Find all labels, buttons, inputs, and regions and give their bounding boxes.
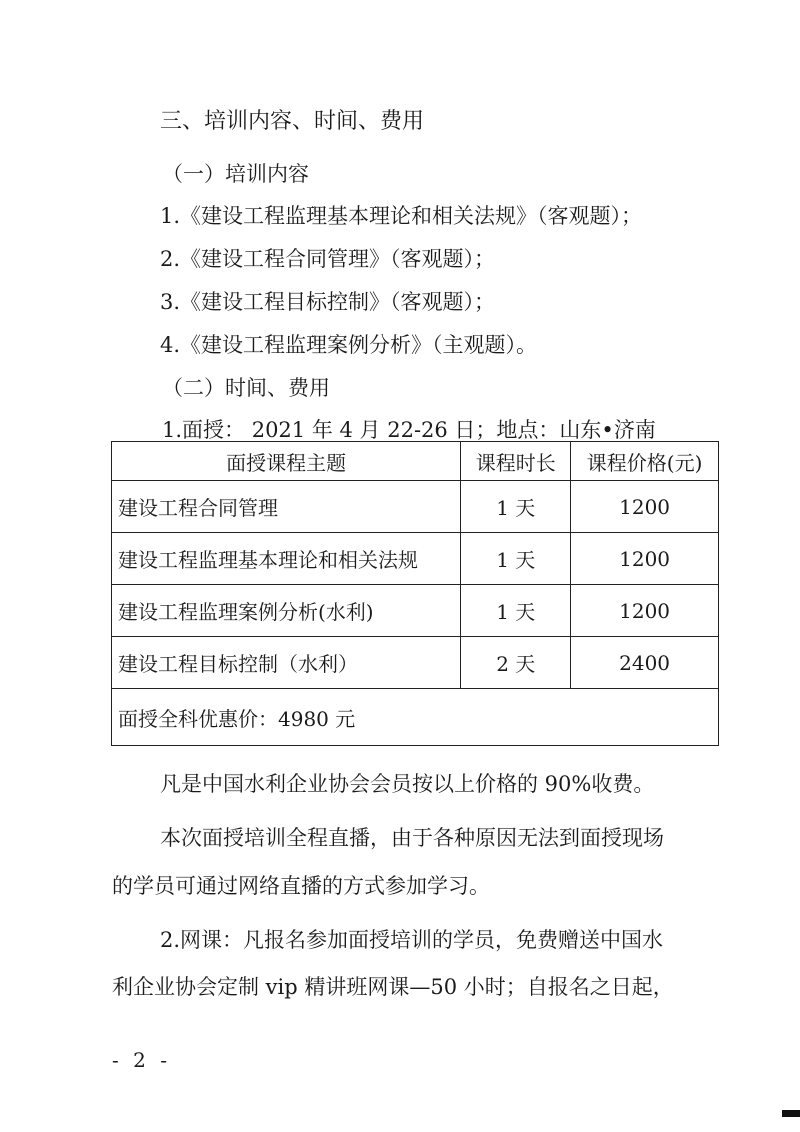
table-row: [112, 533, 719, 585]
table-row: [112, 637, 719, 689]
training-content-item: 4.《建设工程监理案例分析》（主观题）。: [160, 333, 538, 357]
cell-price: 2400: [571, 637, 719, 689]
member-discount-note: 凡是中国水利企业协会会员按以上价格的 90%收费。: [160, 772, 655, 796]
online-course-note: 2.网课：凡报名参加面授培训的学员，免费赠送中国水: [160, 928, 664, 952]
fee-table: [111, 441, 719, 746]
table-row: [112, 481, 719, 533]
cell-course: 建设工程目标控制（水利）: [112, 637, 461, 689]
online-course-note-cont: 利企业协会定制 vip 精讲班网课—50 小时；自报名之日起，: [112, 975, 674, 999]
cell-price: 1200: [571, 585, 719, 637]
table-header-row: [112, 442, 719, 481]
cell-price: 1200: [571, 533, 719, 585]
header-duration: 课程时长: [461, 442, 571, 481]
training-content-item: 2.《建设工程合同管理》（客观题）；: [160, 247, 496, 271]
table-row: [112, 585, 719, 637]
cell-duration: 2 天: [461, 637, 571, 689]
training-content-heading: （一）培训内容: [162, 162, 309, 186]
section-title: 三、培训内容、时间、费用: [160, 109, 425, 134]
cell-duration: 1 天: [461, 533, 571, 585]
header-price: 课程价格(元): [571, 442, 719, 481]
training-content-item: 3.《建设工程目标控制》（客观题）；: [160, 290, 496, 314]
face-to-face-schedule: 1.面授： 2021 年 4 月 22-26 日；地点：山东•济南: [162, 418, 656, 442]
livestream-note: 本次面授培训全程直播，由于各种原因无法到面授现场: [160, 826, 664, 850]
page-number: - 2 -: [112, 1048, 171, 1072]
cell-price: 1200: [571, 481, 719, 533]
cell-duration: 1 天: [461, 481, 571, 533]
cell-course: 建设工程监理案例分析(水利): [112, 585, 461, 637]
training-content-item: 1.《建设工程监理基本理论和相关法规》（客观题）；: [160, 204, 643, 228]
cell-course: 建设工程合同管理: [112, 481, 461, 533]
cell-duration: 1 天: [461, 585, 571, 637]
table-total-row: [112, 689, 719, 746]
scan-edge-mark: [782, 1110, 800, 1117]
header-course: 面授课程主题: [112, 442, 461, 481]
time-fee-heading: （二）时间、费用: [162, 376, 330, 400]
livestream-note-cont: 的学员可通过网络直播的方式参加学习。: [112, 874, 490, 898]
cell-total-price: 面授全科优惠价：4980 元: [112, 689, 719, 746]
cell-course: 建设工程监理基本理论和相关法规: [112, 533, 461, 585]
